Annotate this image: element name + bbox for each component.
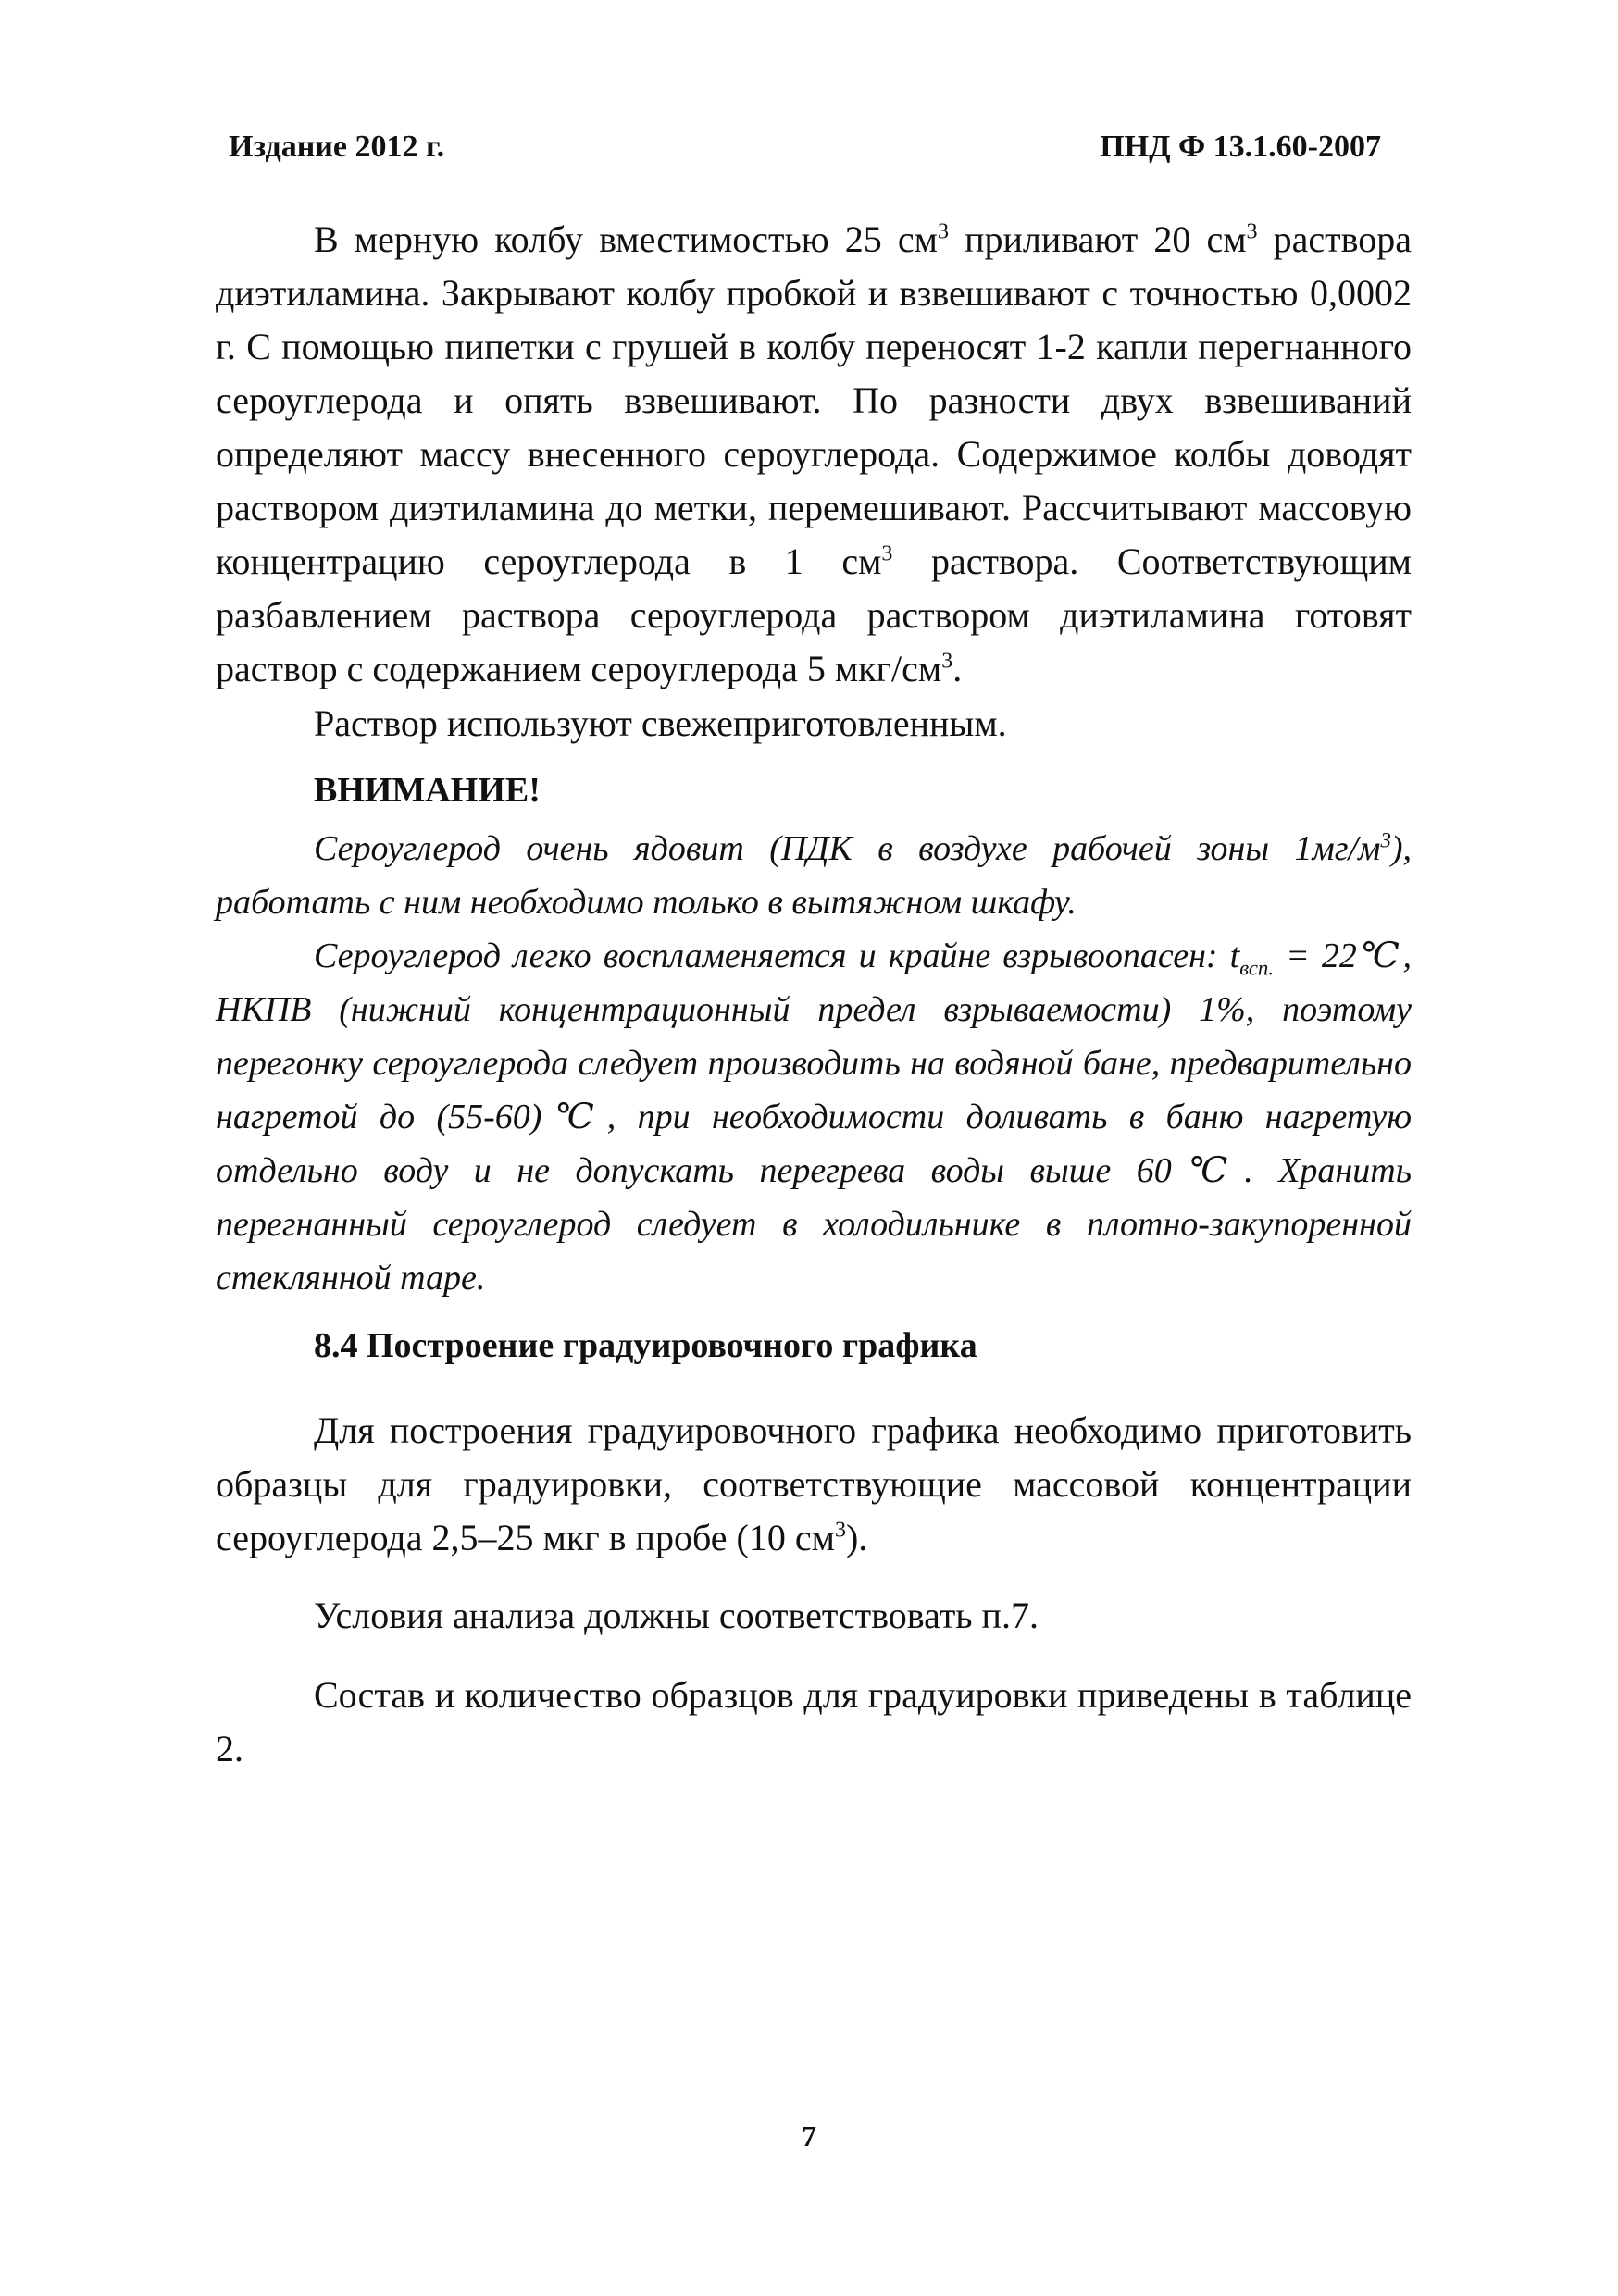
warning-title: ВНИМАНИЕ! [314,771,541,810]
paragraph-calibration: Для построения градуировочного графика необходимо приготовить образцы для градуировки, соответствующие массовой концентрации сероуглерода 2,5–25 мкг в пробе (10 $см^3$). [216,1409,1412,1558]
edition-header: Издание 2012 г. [229,130,445,164]
warning-flammability: Сероуглерод легко воспламеняется и крайне взрывоопасен: $t_{всп.}$ = 22℃, НКПВ (нижний концентрационный предел взрываемости) 1%, поэтому перегонку сероуглерода следует производить на водяной бане, предварительно нагретой до (55-60)℃, при необходимости доливать в баню нагретую отдельно воду и не допускать перегрева воды выше 60℃. Хранить перегнанный сероуглерод следует в холодильнике в плотно-закупоренной стеклянной таре. [216,937,1412,1297]
warning-toxicity: Сероуглерод очень ядовит (ПДК в воздухе рабочей зоны $1мг/м^3$), работать с ним необходимо только в вытяжном шкафу. [216,828,1412,922]
paragraph-fresh-solution: Раствор используют свежеприготовленным. [314,702,1007,744]
page-number: 7 [802,2119,816,2153]
document-code-header: ПНД Ф 13.1.60-2007 [1100,130,1381,164]
paragraph-table-reference: Состав и количество образцов для градуировки приведены в таблице 2. [216,1674,1412,1769]
paragraph-conditions: Условия анализа должны соответствовать п.7. [314,1595,1039,1636]
section-heading: 8.4 Построение градуировочного графика [314,1326,977,1365]
paragraph-preparation: В мерную колбу вместимостью 25 $см^3$ приливают 20 $см^3$ раствора диэтиламина. Закрывают колбу пробкой и взвешивают с точностью 0,0002 г. С помощью пипетки с грушей в колбу переносят 1-2 капли перегнанного сероуглерода и опять взвешивают. По разности двух взвешиваний определяют массу внесенного сероуглерода. Содержимое колбы доводят раствором диэтиламина до метки, перемешивают. Рассчитывают массовую концентрацию сероуглерода в 1 $см^3$ раствора. Соответствующим разбавлением раствора сероуглерода раствором диэтиламина готовят раствор с содержанием сероуглерода 5 мкг/$см^3$. [216,218,1412,689]
